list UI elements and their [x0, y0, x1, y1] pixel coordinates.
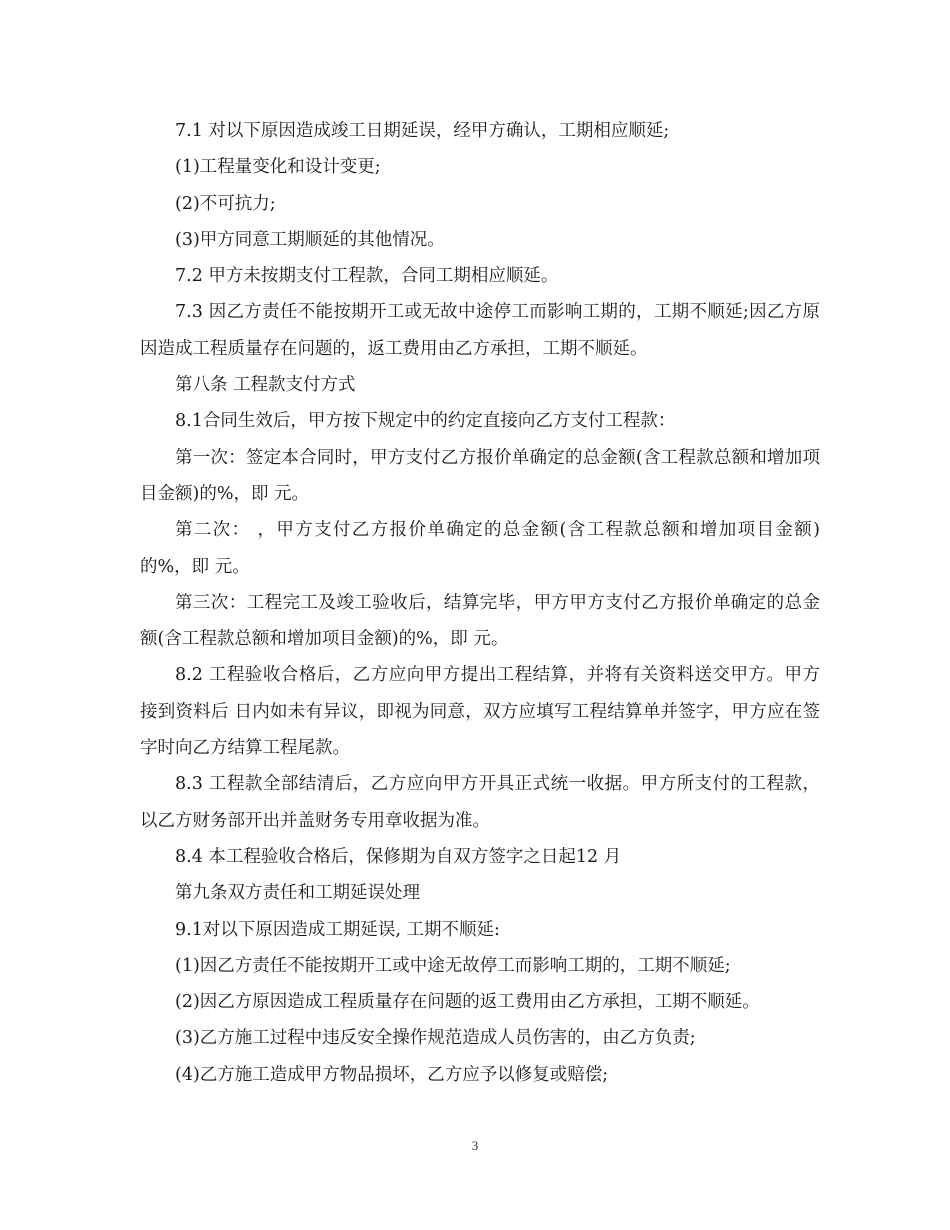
page-number: 3 — [471, 1138, 479, 1153]
clause-8-1: 8.1合同生效后，甲方按下规定中的约定直接向乙方支付工程款： — [175, 411, 676, 432]
clause-7-2: 7.2 甲方未按期支付工程款，合同工期相应顺延。 — [175, 266, 559, 287]
article-9-heading: 第九条双方责任和工期延误处理 — [175, 883, 420, 904]
clause-7-1-item-3: (3)甲方同意工期顺延的其他情况。 — [175, 229, 445, 250]
clause-9-1-item-1: (1)因乙方责任不能按期开工或中途无故停工而影响工期的，工期不顺延; — [175, 955, 731, 976]
clause-7-1-item-1: (1)工程量变化和设计变更; — [175, 157, 381, 178]
payment-second: 第二次： ，甲方支付乙方报价单确定的总金额(含工程款总额和增加项目金额)的%，即 元。 — [140, 520, 820, 577]
payment-first: 第一次：签定本合同时，甲方支付乙方报价单确定的总金额(含工程款总额和增加项目金额)的%，即 元。 — [140, 447, 820, 504]
clause-7-1: 7.1 对以下原因造成竣工日期延误，经甲方确认，工期相应顺延; — [175, 121, 670, 141]
clause-7-1-item-2: (2)不可抗力; — [175, 193, 276, 214]
clause-9-1-item-3: (3)乙方施工过程中违反安全操作规范造成人员伤害的，由乙方负责; — [175, 1028, 696, 1049]
clause-9-1-item-2: (2)因乙方原因造成工程质量存在问题的返工费用由乙方承担，工期不顺延。 — [175, 992, 760, 1013]
article-8-heading: 第八条 工程款支付方式 — [175, 375, 356, 396]
payment-third: 第三次：工程完工及竣工验收后，结算完毕，甲方甲方支付乙方报价单确定的总金额(含工程款总额和增加项目金额)的%，即 元。 — [140, 592, 820, 650]
clause-8-4: 8.4 本工程验收合格后，保修期为自双方签字之日起12 月 — [175, 846, 622, 867]
clause-9-1: 9.1对以下原因造成工期延误, 工期不顺延: — [175, 919, 500, 940]
clause-8-3: 8.3 工程款全部结清后，乙方应向甲方开具正式统一收据。甲方所支付的工程款，以乙方财务部开出并盖财务专用章收据为准。 — [140, 774, 820, 831]
clause-8-2: 8.2 工程验收合格后，乙方应向甲方提出工程结算，并将有关资料送交甲方。甲方接到资料后 日内如未有异议，即视为同意，双方应填写工程结算单并签字，甲方应在签字时向乙方结算工程尾款。 — [140, 665, 820, 759]
clause-7-3: 7.3 因乙方责任不能按期开工或无故中途停工而影响工期的，工期不顺延;因乙方原因造成工程质量存在问题的，返工费用由乙方承担，工期不顺延。 — [140, 302, 820, 359]
document-body — [140, 113, 820, 1093]
clause-9-1-item-4: (4)乙方施工造成甲方物品损坏，乙方应予以修复或赔偿; — [175, 1064, 609, 1085]
